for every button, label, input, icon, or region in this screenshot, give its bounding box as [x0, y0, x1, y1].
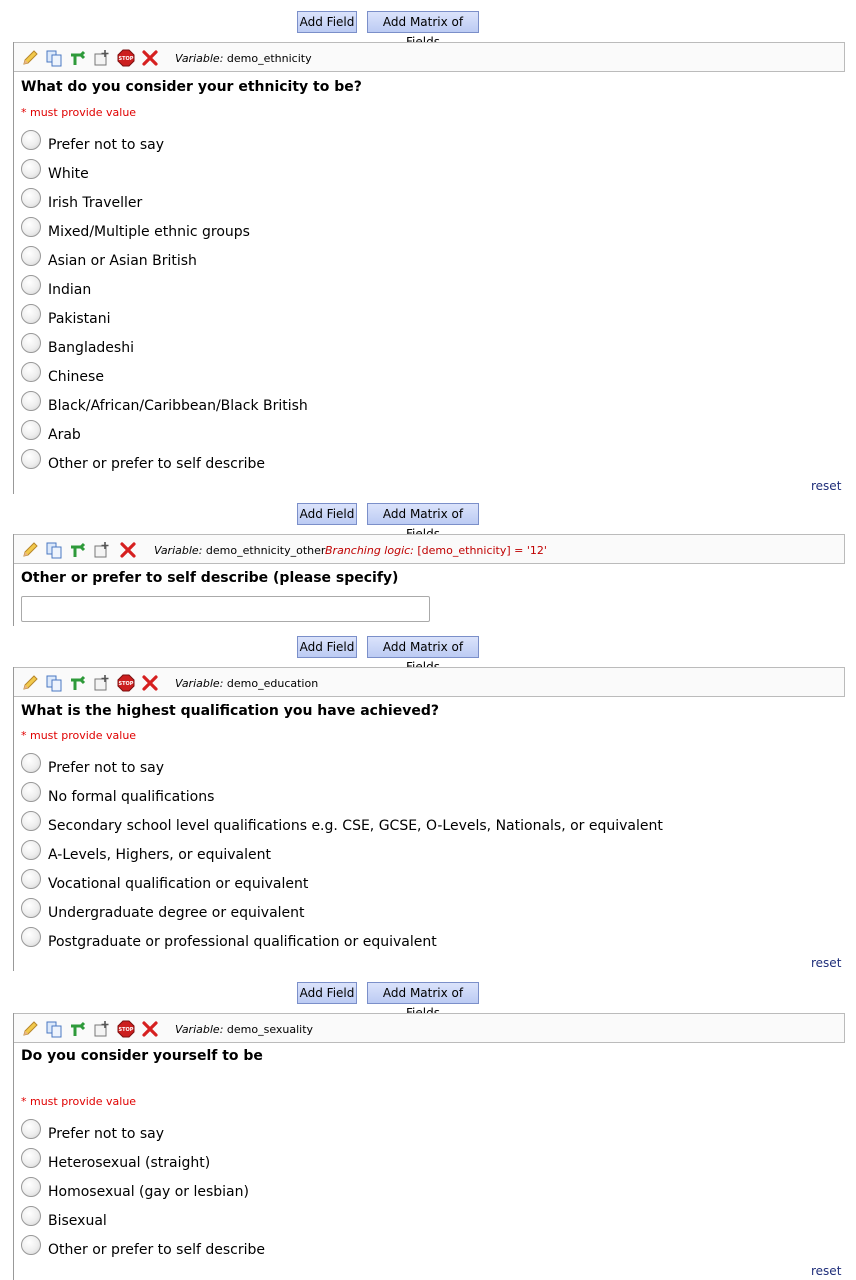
- radio-option[interactable]: White: [21, 159, 721, 187]
- required-note: * must provide value: [21, 1095, 137, 1108]
- add-field-button[interactable]: Add Field: [297, 636, 357, 658]
- radio-option[interactable]: Prefer not to say: [21, 1119, 721, 1147]
- reset-link[interactable]: reset: [811, 956, 842, 970]
- delete-icon[interactable]: [119, 541, 137, 559]
- field-toolbar: [14, 667, 845, 697]
- radio-button[interactable]: [21, 275, 41, 295]
- add-matrix-button[interactable]: Add Matrix of: [367, 11, 479, 33]
- branch-icon[interactable]: [69, 49, 87, 67]
- radio-button[interactable]: [21, 420, 41, 440]
- copy-icon[interactable]: [45, 49, 63, 67]
- radio-button[interactable]: [21, 188, 41, 208]
- reset-link[interactable]: reset: [811, 1264, 842, 1278]
- radio-option[interactable]: Prefer not to say: [21, 753, 721, 781]
- variable-name: demo_ethnicity_other: [205, 544, 326, 557]
- branch-icon[interactable]: [69, 1020, 87, 1038]
- variable-name: demo_ethnicity: [226, 52, 312, 65]
- stop-icon[interactable]: [117, 1020, 135, 1038]
- radio-button[interactable]: [21, 840, 41, 860]
- add-matrix-button[interactable]: Add Matrix of: [367, 636, 479, 658]
- radio-button[interactable]: [21, 449, 41, 469]
- svg-text:STOP: STOP: [118, 1027, 134, 1033]
- variable-info: Variable: demo_education: [175, 677, 319, 690]
- question-label: What do you consider your ethnicity to be?: [21, 79, 362, 95]
- radio-option[interactable]: Pakistani: [21, 304, 721, 332]
- add-matrix-button[interactable]: Add Matrix of: [367, 982, 479, 1004]
- move-icon[interactable]: [93, 674, 111, 692]
- branching-logic: Branching logic: [demo_ethnicity] = '12': [325, 544, 547, 557]
- radio-button[interactable]: [21, 1119, 41, 1139]
- radio-button[interactable]: [21, 898, 41, 918]
- required-note: * must provide value: [21, 106, 137, 119]
- branch-icon[interactable]: [69, 541, 87, 559]
- variable-info: Variable: demo_ethnicity_other: [154, 544, 326, 557]
- radio-option[interactable]: Secondary school level qualifications e.g. CSE, GCSE, O-Levels, Nationals, or equivalent: [21, 811, 721, 839]
- radio-option[interactable]: Asian or Asian British: [21, 246, 721, 274]
- radio-option[interactable]: No formal qualifications: [21, 782, 721, 810]
- stop-icon[interactable]: [117, 49, 135, 67]
- svg-text:STOP: STOP: [118, 681, 134, 687]
- radio-option[interactable]: Chinese: [21, 362, 721, 390]
- branch-icon[interactable]: [69, 674, 87, 692]
- question-label: Do you consider yourself to be: [21, 1048, 263, 1064]
- add-field-bar: [0, 11, 856, 35]
- radio-option[interactable]: Undergraduate degree or equivalent: [21, 898, 721, 926]
- radio-button[interactable]: [21, 159, 41, 179]
- radio-option[interactable]: Black/African/Caribbean/Black British: [21, 391, 721, 419]
- radio-button[interactable]: [21, 333, 41, 353]
- radio-option[interactable]: Mixed/Multiple ethnic groups: [21, 217, 721, 245]
- question-label: What is the highest qualification you have achieved?: [21, 703, 439, 719]
- add-field-bar: [0, 503, 856, 527]
- radio-button[interactable]: [21, 927, 41, 947]
- add-field-bar: [0, 636, 856, 660]
- radio-button[interactable]: [21, 811, 41, 831]
- reset-link[interactable]: reset: [811, 479, 842, 493]
- radio-button[interactable]: [21, 391, 41, 411]
- radio-button[interactable]: [21, 782, 41, 802]
- radio-option[interactable]: Homosexual (gay or lesbian): [21, 1177, 721, 1205]
- branching-expression: [demo_ethnicity] = '12': [417, 544, 547, 557]
- add-field-button[interactable]: Add Field: [297, 503, 357, 525]
- radio-option[interactable]: Bangladeshi: [21, 333, 721, 361]
- radio-button[interactable]: [21, 246, 41, 266]
- delete-icon[interactable]: [141, 674, 159, 692]
- stop-icon[interactable]: [117, 674, 135, 692]
- field-demo-ethnicity-other: [13, 534, 846, 626]
- edit-icon[interactable]: [21, 541, 39, 559]
- question-label: Other or prefer to self describe (please specify): [21, 570, 399, 586]
- add-field-bar: [0, 982, 856, 1006]
- radio-option[interactable]: Postgraduate or professional qualification or equivalent: [21, 927, 721, 955]
- field-demo-sexuality: [13, 1013, 846, 1280]
- radio-button[interactable]: [21, 869, 41, 889]
- variable-name: demo_education: [226, 677, 319, 690]
- move-icon[interactable]: [93, 541, 111, 559]
- add-field-button[interactable]: Add Field: [297, 11, 357, 33]
- variable-info: Variable: demo_ethnicity: [175, 52, 312, 65]
- radio-option[interactable]: A-Levels, Highers, or equivalent: [21, 840, 721, 868]
- field-toolbar: [14, 534, 845, 564]
- required-note: * must provide value: [21, 729, 137, 742]
- radio-button[interactable]: [21, 753, 41, 773]
- radio-option[interactable]: Indian: [21, 275, 721, 303]
- add-matrix-button[interactable]: Add Matrix of: [367, 503, 479, 525]
- radio-option[interactable]: Other or prefer to self describe: [21, 1235, 721, 1263]
- svg-text:STOP: STOP: [118, 56, 134, 62]
- field-demo-ethnicity: [13, 42, 846, 494]
- field-demo-education: [13, 667, 846, 971]
- radio-button[interactable]: [21, 130, 41, 150]
- field-toolbar: [14, 1013, 845, 1043]
- copy-icon[interactable]: [45, 674, 63, 692]
- radio-button[interactable]: [21, 1235, 41, 1255]
- radio-option[interactable]: Heterosexual (straight): [21, 1148, 721, 1176]
- radio-option[interactable]: Bisexual: [21, 1206, 721, 1234]
- radio-button[interactable]: [21, 362, 41, 382]
- radio-button[interactable]: [21, 1206, 41, 1226]
- delete-icon[interactable]: [141, 1020, 159, 1038]
- radio-button[interactable]: [21, 304, 41, 324]
- copy-icon[interactable]: [45, 1020, 63, 1038]
- move-icon[interactable]: [93, 49, 111, 67]
- copy-icon[interactable]: [45, 541, 63, 559]
- edit-icon[interactable]: [21, 1020, 39, 1038]
- radio-button[interactable]: [21, 1148, 41, 1168]
- radio-button[interactable]: [21, 1177, 41, 1197]
- edit-icon[interactable]: [21, 674, 39, 692]
- radio-button[interactable]: [21, 217, 41, 237]
- radio-option[interactable]: Vocational qualification or equivalent: [21, 869, 721, 897]
- field-toolbar: [14, 42, 845, 72]
- radio-option[interactable]: Arab: [21, 420, 721, 448]
- move-icon[interactable]: [93, 1020, 111, 1038]
- edit-icon[interactable]: [21, 49, 39, 67]
- variable-name: demo_sexuality: [226, 1023, 314, 1036]
- delete-icon[interactable]: [141, 49, 159, 67]
- variable-info: Variable: demo_sexuality: [175, 1023, 314, 1036]
- radio-option[interactable]: Other or prefer to self describe: [21, 449, 721, 477]
- text-input[interactable]: [21, 596, 430, 622]
- radio-option[interactable]: Prefer not to say: [21, 130, 721, 158]
- radio-option[interactable]: Irish Traveller: [21, 188, 721, 216]
- add-field-button[interactable]: Add Field: [297, 982, 357, 1004]
